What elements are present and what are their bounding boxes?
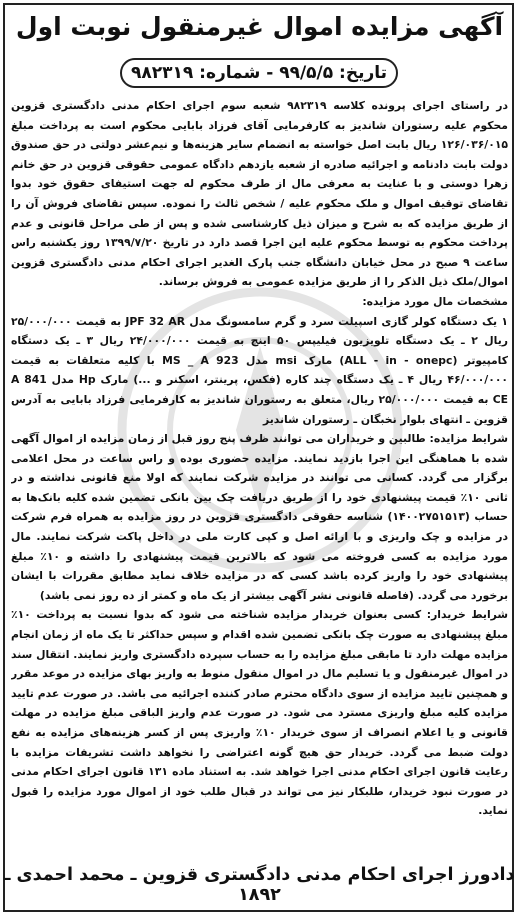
spec-paragraph xyxy=(11,292,508,429)
notice-title: آگهی مزایده اموال غیرمنقول نوبت اول xyxy=(15,12,504,41)
date-number-badge: تاریخ: ۹۹/۵/۵ - شماره: ۹۸۲۳۱۹ xyxy=(120,58,398,88)
spec-heading: مشخصات مال مورد مزایده: xyxy=(362,294,508,308)
auction-text: طالبین و خریداران می توانند ظرف پنج روز قبل از زمان مزایده از اموال آگهی شده با هماهنگی این اجرا بازدید نمایند. مزایده حضوری بوده و راس ساعت در محل اعلامی برگزار می گردد. کسانی می توانند در مزایده شرکت نمایند که اولا منع قانونی نداشته و در ثانی ۱۰٪ قیمت پیشنهادی خود را از طریق دریافت چک بین بانکی تضمین شده کلیه بانک‌ها به حساب (۱۴۰۰۲۷۵۱۵۱۳) شناسه حقوقی دادگستری قزوین در روز مزایده به همراه فرم شرکت در مزایده و چک واریزی و با ارائه اصل و کپی کارت ملی در داخل پاکت شرکت نمایند. مال مورد مزایده به کسی فروخته می شود که بالاترین قیمت پیشنهادی را داشته و ۱۰٪ مبلغ پیشنهادی خود را واریز کرده باشد کسی که در مزایده خلاف نماید مطابق مقررات با ایشان برخورد می گردد. (فاصله قانونی نشر آگهی بیشتر از یک ماه و کمتر از ده روز نمی باشد) xyxy=(11,432,508,602)
buyer-paragraph xyxy=(11,605,508,821)
auction-heading: شرایط مزایده: xyxy=(429,432,508,446)
signature-line: دادورز اجرای احکام مدنی دادگستری قزوین ـ محمد احمدی ـ ۱۸۹۲ xyxy=(4,865,515,905)
buyer-heading: شرایط خریدار: xyxy=(426,608,508,622)
intro-paragraph: در راستای اجرای پرونده کلاسه ۹۸۲۳۱۹ شعبه سوم اجرای احکام مدنی دادگستری قزوین محکوم علیه رستوران شاندیز به کارفرمایی آقای فرزاد بابایی محکوم است به پرداخت مبلغ ۱۲۶/۰۳۶/۰۱۵ ریال بابت اصل خواسته به انضمام سایر هزینه‌ها و نیم‌عشر دولتی در حق صندوق دولت بابت دادنامه و اجرائیه صادره از شعبه یازدهم دادگاه عمومی حقوقی قزوین در حق خانم زهرا دوستی و با عنایت به معرفی مال از طرف محکوم له جهت استیفای حقوق خود بدوا تقاضای توقیف اموال و ملک محکوم علیه / شخص ثالث را نموده. سپس تقاضای فروش آن را از طریق مزایده که به شرح و میزان ذیل کارشناسی شده و پس از طی مراحل قانونی و عدم پرداخت محکوم به توسط محکوم علیه این اجرا قصد دارد در تاریخ ۱۳۹۹/۷/۲۰ روز یکشنبه راس ساعت ۹ صبح در محل خیابان دانشگاه جنب پارک الغدیر اجرای احکام مدنی دادگستری قزوین اموال/ملک ذیل الذکر را از طریق مزایده عمومی به فروش برساند. xyxy=(11,99,508,289)
buyer-text: کسی بعنوان خریدار مزایده شناخته می شود که بدوا نسبت به پرداخت ۱۰٪ مبلغ پیشنهادی به صورت چک بانکی تضمین شده اقدام و سپس حداکثر تا یک ماه از زمان انجام مزایده مهلت دارد تا مابقی مبلغ مزایده را به حساب سپرده دادگستری واریز نمایند. انتقال سند در اموال غیرمنقول و یا تسلیم مال در اموال منقول منوط به واریز بهای مزایده در موعد مقرر و همچنین تایید مزایده از سوی دادگاه محترم صادر کننده اجرائیه می باشد. در صورت عدم تایید مزایده کلیه مبلغ واریزی مسترد می شود. در صورت عدم واریز الباقی مبلغ مزایده در مهلت قانونی و یا اعلام انصراف از سوی خریدار ۱۰٪ واریزی پس از کسر هزینه‌های مزایده به نفع دولت ضبط می گردد. خریدار حق هیچ گونه اعتراضی را نخواهد داشت تشریفات مزایده با رعایت قانون اجرای احکام مدنی اجرا خواهد شد. به استناد ماده ۱۳۱ قانون اجرای احکام مدنی در صورت نبود خریدار، طلبکار نیز می تواند در قبال طلب خود از اموال مورد مزایده را قبول نماید. xyxy=(11,608,508,818)
auction-paragraph xyxy=(11,429,508,605)
spec-text: ۱ یک دستگاه کولر گازی اسپیلت سرد و گرم سامسونگ مدل JPF 32 AR به قیمت ۲۵/۰۰۰/۰۰۰ ریال ۲ ـ یک دستگاه تلویزیون فیلیپس ۵۰ اینچ به قیمت ۲۴/۰۰۰/۰۰۰ ریال ۳ ـ یک دستگاه کامپیوتر (ALL - in - onepc) مارک msi مدل MS _ A 923 با کلیه متعلقات به قیمت ۴۶/۰۰۰/۰۰۰ ریال ۴ ـ یک دستگاه چند کاره (فکس، پرینتر، اسکنر و ...) مارک Hp مدل A 841 CE به قیمت ۲۵/۰۰۰/۰۰۰ ریال، متعلق به رستوران شاندیز به کارفرمایی فرزاد بابایی به آدرس قزوین ـ انتهای بلوار نخبگان ـ رستوران شاندیز xyxy=(11,314,508,426)
notice-body xyxy=(11,96,508,869)
